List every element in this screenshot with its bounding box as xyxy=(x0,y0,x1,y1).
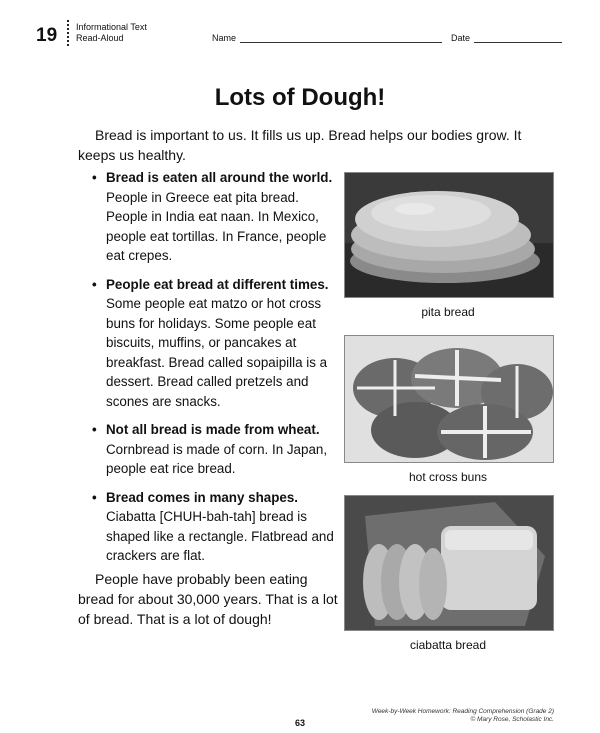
bullet-text: Cornbread is made of corn. In Japan, people eat rice bread. xyxy=(106,441,328,476)
ciabatta-bread-photo xyxy=(344,495,554,631)
hot-cross-buns-caption: hot cross buns xyxy=(408,470,488,484)
list-item xyxy=(92,488,340,566)
worksheet-header xyxy=(0,0,600,48)
page-title: Lots of Dough! xyxy=(214,84,386,111)
name-field[interactable] xyxy=(212,33,442,43)
date-line[interactable] xyxy=(474,33,562,43)
header-divider xyxy=(67,20,69,46)
list-item xyxy=(92,168,340,266)
bullet-icon: • xyxy=(92,170,97,185)
list-item xyxy=(92,275,340,412)
copyright-credit xyxy=(372,708,554,724)
date-label: Date xyxy=(451,33,471,43)
lesson-type xyxy=(76,22,147,44)
bullet-icon: • xyxy=(92,489,97,505)
bullet-icon: • xyxy=(92,276,97,292)
lesson-type-line2: Read-Aloud xyxy=(76,33,124,43)
pita-bread-caption: pita bread xyxy=(421,305,475,319)
list-item xyxy=(92,420,340,479)
bullet-text: Some people eat matzo or hot cross buns for holidays. Some people eat biscuits, muffins, or pancakes at breakfast. Bread called sopaipilla is a dessert. Bread called pretzels and scones are snacks. xyxy=(106,296,328,409)
lesson-number: 19 xyxy=(36,25,58,46)
hot-cross-buns-photo xyxy=(344,335,554,463)
bullet-text: People in Greece eat pita bread. People in India eat naan. In Mexico, people eat tortillas. In France, people eat crepes. xyxy=(106,189,327,263)
ciabatta-bread-caption: ciabatta bread xyxy=(409,638,487,652)
bullet-heading: People eat bread at different times. xyxy=(106,276,329,292)
bullet-heading: Bread is eaten all around the world. xyxy=(106,170,333,185)
date-field[interactable] xyxy=(451,33,562,43)
name-label: Name xyxy=(212,33,237,43)
intro-paragraph: Bread is important to us. It fills us up. Bread helps our bodies grow. It keeps us healthy. xyxy=(78,127,522,163)
pita-bread-photo xyxy=(344,172,554,298)
page-number: 63 xyxy=(294,718,305,728)
name-line[interactable] xyxy=(240,33,442,43)
bullet-heading: Not all bread is made from wheat. xyxy=(106,422,320,437)
credit-line1: Week-by-Week Homework: Reading Comprehension (Grade 2) xyxy=(371,708,554,715)
credit-line2: © Mary Rose, Scholastic Inc. xyxy=(470,716,554,723)
closing-paragraph: People have probably been eating bread for about 30,000 years. That is a lot of bread. That is a lot of dough! xyxy=(78,571,338,627)
bullet-list xyxy=(92,168,340,575)
lesson-type-line1: Informational Text xyxy=(76,22,147,32)
bullet-heading: Bread comes in many shapes. xyxy=(106,489,299,505)
bullet-text: Ciabatta [CHUH-bah-tah] bread is shaped like a rectangle. Flatbread and crackers are flat. xyxy=(106,509,334,563)
bullet-icon: • xyxy=(92,422,97,437)
